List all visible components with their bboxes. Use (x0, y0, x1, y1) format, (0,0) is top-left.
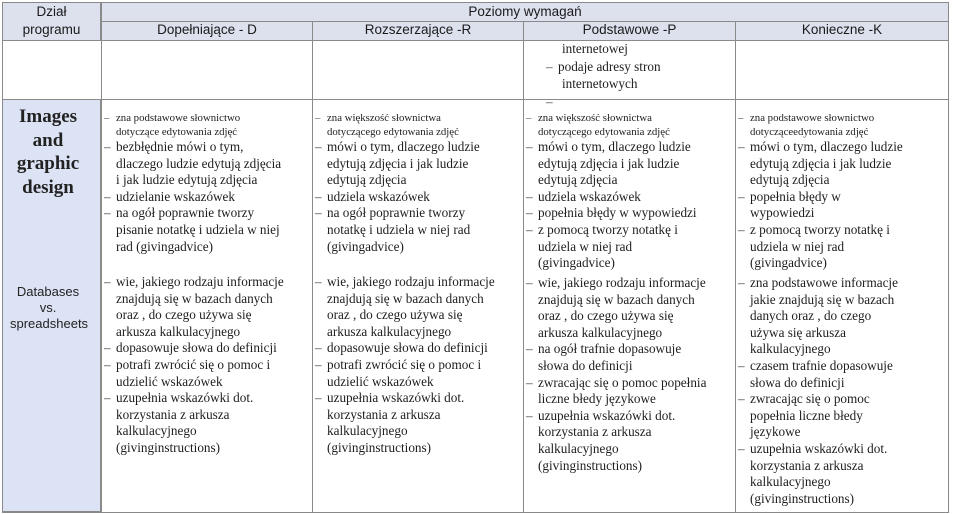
cell-line-text: dotyczącego edytowania zdjęć (538, 125, 670, 138)
cell-line (104, 390, 284, 407)
dash-icon: – (526, 139, 533, 154)
cell-line (526, 408, 706, 425)
cell-line (738, 112, 903, 126)
cell-line (526, 126, 697, 140)
overflow-text (546, 40, 661, 110)
cell-line (526, 112, 697, 126)
cell-line-text: (givingadvice) (327, 238, 404, 254)
dash-icon: – (315, 340, 322, 356)
cell-line-text: słowa do definicji (750, 374, 845, 390)
cell-line-text: udziela w niej rad (538, 238, 633, 254)
cell-line (526, 222, 697, 239)
cell-line (104, 440, 284, 457)
cell-line (315, 357, 495, 374)
cell-line (104, 189, 281, 206)
cell-line-text: z pomocą tworzy notatkę i (538, 221, 678, 237)
cell-line (315, 374, 495, 391)
col-divider (523, 41, 524, 513)
cell-line (738, 255, 903, 272)
row-divider (2, 512, 949, 513)
cell-line-text: korzystania z arkusza (327, 406, 441, 422)
col-divider (101, 41, 102, 513)
cell-line-text: popełnia liczne błedy (750, 407, 863, 423)
cell-line-text: zna większość słownictwa (538, 112, 652, 124)
section-title-line: Images (18, 106, 78, 127)
cell-line (104, 222, 281, 239)
cell-line (738, 222, 903, 239)
dash-icon: – (104, 188, 111, 204)
cell-line-text: arkusza kalkulacyjnego (538, 324, 663, 340)
cell-line (104, 357, 284, 374)
cell-line-text: liczne błedy językowe (538, 391, 656, 407)
cell-line-text: edytują zdjęcia (327, 172, 407, 188)
cell-line (738, 358, 898, 375)
cell-line-text: (givinginstructions) (116, 439, 221, 455)
dash-icon: – (738, 221, 745, 237)
cell-line (104, 307, 284, 324)
overflow-line: internetowych (562, 76, 638, 91)
cell-line-text: arkusza kalkulacyjnego (327, 323, 452, 339)
cell-line (526, 424, 706, 441)
cell-line (315, 172, 480, 189)
cell-r-databases (315, 274, 495, 457)
cell-line-text: dopasowuje słowa do definicji (327, 340, 488, 356)
cell-line (526, 172, 697, 189)
cell-line-text: mówi o tym, dlaczego ludzie (327, 139, 480, 154)
cell-line (526, 139, 697, 156)
cell-line-text: pisanie notatkę i udziela w niej (116, 221, 280, 237)
cell-line-text: znajdują się w bazach danych (327, 290, 484, 306)
cell-line (104, 324, 284, 341)
cell-line-text: udziela wskazówek (538, 188, 641, 204)
cell-line-text: językowe (750, 424, 801, 440)
cell-line-text: znajdują się w bazach danych (538, 291, 695, 307)
cell-line-text: mówi o tym, dlaczego ludzie (538, 139, 691, 154)
cell-line-text: i jak ludzie edytują zdjęcia (116, 172, 258, 188)
cell-line-text: wie, jakiego rodzaju informacje (116, 274, 284, 289)
cell-line (315, 291, 495, 308)
dash-icon: – (526, 275, 533, 290)
cell-line (738, 341, 898, 358)
cell-line-text: oraz , do czego używa się (327, 307, 463, 323)
cell-line (315, 139, 480, 156)
cell-line-text: edytują zdjęcia i jak ludzie (538, 155, 680, 171)
dash-icon: – (315, 274, 322, 289)
dash-icon: – (738, 275, 745, 290)
cell-line (526, 458, 706, 475)
cell-line-text: udzielanie wskazówek (116, 188, 236, 204)
cell-line-text: potrafi zwrócić się o pomoc i (116, 356, 271, 372)
cell-line (315, 390, 495, 407)
dash-icon: – (104, 139, 111, 154)
cell-line (315, 222, 480, 239)
dash-icon: – (526, 188, 533, 204)
section-title-line: spreadsheets (10, 316, 89, 331)
cell-line-text: korzystania z arkusza (750, 457, 864, 473)
col-divider (312, 41, 313, 513)
cell-line (738, 375, 898, 392)
header-level-p: Podstawowe -P (582, 22, 677, 37)
cell-line (738, 239, 903, 256)
cell-line (315, 205, 480, 222)
row-divider (2, 99, 949, 100)
cell-line-text: zna podstawowe informacje (750, 275, 898, 290)
cell-line (738, 292, 898, 309)
dash-icon: – (526, 112, 532, 124)
dash-icon: – (526, 341, 533, 357)
cell-line (315, 239, 480, 256)
cell-line (738, 172, 903, 189)
cell-line (104, 112, 281, 126)
cell-line (738, 458, 898, 475)
cell-line (104, 407, 284, 424)
cell-line (526, 308, 706, 325)
cell-line-text: na ogół trafnie dopasowuje (538, 341, 682, 357)
header-level-d: Dopełniające - D (157, 22, 257, 37)
cell-line-text: rad (givingadvice) (116, 238, 214, 254)
cell-line (104, 239, 281, 256)
dash-icon: – (738, 391, 745, 407)
cell-line-text: z pomocą tworzy notatkę i (750, 221, 890, 237)
header-col1-line2: programu (22, 22, 81, 37)
col-divider (948, 41, 949, 513)
dash-icon: – (526, 374, 533, 390)
col-divider (735, 41, 736, 513)
dash-icon: – (738, 188, 745, 204)
section-title-line: Databases (16, 284, 80, 299)
cell-line-text: udzielić wskazówek (327, 373, 434, 389)
cell-line-text: jakie znajdują się w bazach (750, 291, 895, 307)
cell-line (738, 474, 898, 491)
cell-line (738, 156, 903, 173)
cell-line (315, 126, 480, 140)
dash-icon: – (546, 58, 553, 74)
cell-line-text: edytują zdjęcia i jak ludzie (327, 155, 469, 171)
cell-line-text: uzupełnia wskazówki dot. (327, 390, 465, 406)
dash-icon: – (104, 112, 110, 124)
header-level-k: Konieczne -K (801, 22, 883, 37)
cell-line (315, 423, 495, 440)
cell-line-text: udziela wskazówek (327, 188, 430, 204)
cell-line-text: znajdują się w bazach danych (116, 290, 273, 306)
cell-line (526, 205, 697, 222)
cell-line-text: (givingadvice) (750, 255, 827, 271)
dash-icon: – (315, 112, 321, 124)
section-title-line: and (32, 129, 64, 151)
cell-line (104, 274, 284, 291)
cell-line-text: używa się arkusza (750, 324, 846, 340)
cell-line-text: korzystania z arkusza (116, 406, 230, 422)
cell-line-text: popełnia błędy w (750, 188, 841, 204)
dash-icon: – (526, 221, 533, 237)
cell-line (526, 156, 697, 173)
cell-line-text: kalkulacyjnego (750, 341, 831, 357)
cell-line-text: uzupełnia wskazówki dot. (538, 407, 676, 423)
cell-line-text: mówi o tym, dlaczego ludzie (750, 139, 903, 154)
cell-line-text: danych oraz , do czego (750, 308, 872, 324)
dash-icon: – (526, 407, 533, 423)
cell-k-images (738, 112, 903, 272)
cell-k-databases (738, 275, 898, 507)
cell-line-text: popełnia błędy w wypowiedzi (538, 205, 697, 221)
cell-line-text: arkusza kalkulacyjnego (116, 323, 241, 339)
dash-icon: – (104, 205, 111, 221)
cell-line-text: zwracając się o pomoc popełnia (538, 374, 707, 390)
cell-line (104, 172, 281, 189)
cell-line (526, 441, 706, 458)
cell-line (315, 156, 480, 173)
cell-p-images (526, 112, 697, 272)
cell-p-databases (526, 275, 706, 474)
cell-line-text: kalkulacyjnego (116, 423, 197, 439)
cell-line (526, 189, 697, 206)
cell-line-text: wie, jakiego rodzaju informacje (327, 274, 495, 289)
dash-icon: – (315, 139, 322, 154)
cell-line (738, 189, 903, 206)
cell-line-text: dlaczego ludzie edytują zdjęcia (116, 155, 282, 171)
cell-line (526, 275, 706, 292)
dash-icon: – (315, 390, 322, 406)
dash-icon: – (315, 356, 322, 372)
cell-line (738, 424, 898, 441)
overflow-dash (546, 93, 661, 111)
header-col1-line1: Dział (36, 4, 67, 19)
dash-icon: – (104, 390, 111, 406)
cell-line-text: uzupełnia wskazówki dot. (116, 390, 254, 406)
cell-r-images (315, 112, 480, 255)
cell-line (738, 325, 898, 342)
overflow-line-text: podaje adresy stron (558, 58, 661, 74)
cell-line-text: (givinginstructions) (750, 490, 855, 506)
cell-line-text: dotyczące edytowania zdjęć (116, 125, 238, 138)
cell-line-text: kalkulacyjnego (538, 440, 619, 456)
cell-line (315, 274, 495, 291)
cell-d-databases (104, 274, 284, 457)
cell-line-text: edytują zdjęcia (538, 172, 618, 188)
cell-line (738, 491, 898, 508)
cell-line-text: oraz , do czego używa się (116, 307, 252, 323)
section-title-images (14, 105, 82, 199)
cell-line (738, 205, 903, 222)
cell-line (526, 325, 706, 342)
cell-line (738, 308, 898, 325)
header-level-r: Rozszerzające -R (364, 22, 472, 37)
cell-line-text: edytują zdjęcia i jak ludzie (750, 155, 892, 171)
cell-line (104, 423, 284, 440)
cell-line-text: zna większość słownictwa (327, 112, 441, 124)
section-title-databases (10, 284, 89, 332)
cell-line-text: na ogół poprawnie tworzy (116, 205, 255, 221)
cell-line-text: (givingadvice) (538, 255, 615, 271)
dash-icon: – (315, 205, 322, 221)
cell-line (738, 441, 898, 458)
cell-line (526, 292, 706, 309)
cell-line (104, 126, 281, 140)
cell-line-text: notatkę i udziela w niej rad (327, 221, 471, 237)
cell-line (526, 358, 706, 375)
col-divider (2, 41, 3, 513)
cell-line (315, 112, 480, 126)
header-levels-title: Poziomy wymagań (468, 4, 582, 19)
cell-line-text: dotycząceedytowania zdjęć (750, 125, 869, 138)
cell-line-text: kalkulacyjnego (327, 423, 408, 439)
cell-line (104, 156, 281, 173)
cell-line (315, 340, 495, 357)
dash-icon: – (104, 356, 111, 372)
cell-line-text: (givinginstructions) (538, 457, 643, 473)
cell-line (104, 291, 284, 308)
cell-line-text: wie, jakiego rodzaju informacje (538, 275, 706, 290)
cell-line (104, 340, 284, 357)
dash-icon: – (104, 340, 111, 356)
cell-line (526, 341, 706, 358)
cell-line-text: potrafi zwrócić się o pomoc i (327, 356, 482, 372)
cell-line (738, 275, 898, 292)
cell-line-text: (givinginstructions) (327, 439, 432, 455)
cell-line-text: zwracając się o pomoc (750, 391, 870, 407)
cell-line (315, 440, 495, 457)
section-title-line: design (22, 176, 74, 198)
cell-d-images (104, 112, 281, 255)
overflow-line: internetowej (562, 41, 628, 56)
cell-line-text: edytują zdjęcia (750, 172, 830, 188)
dash-icon: – (104, 274, 111, 289)
cell-line-text: dopasowuje słowa do definicji (116, 340, 277, 356)
cell-line-text: udzielić wskazówek (116, 373, 223, 389)
cell-line (104, 139, 281, 156)
cell-line (315, 307, 495, 324)
cell-line-text: słowa do definicji (538, 357, 633, 373)
dash-icon: – (738, 139, 745, 154)
cell-line-text: udziela w niej rad (750, 238, 845, 254)
cell-line (526, 375, 706, 392)
cell-line-text: uzupełnia wskazówki dot. (750, 440, 888, 456)
overflow-line (546, 58, 661, 76)
cell-line (526, 239, 697, 256)
cell-line (738, 391, 898, 408)
dash-icon: – (526, 205, 533, 221)
cell-line-text: korzystania z arkusza (538, 424, 652, 440)
dash-icon: – (738, 440, 745, 456)
dash-icon: – (738, 357, 745, 373)
cell-line (526, 391, 706, 408)
cell-line-text: oraz , do czego używa się (538, 308, 674, 324)
dash-icon: – (738, 112, 744, 124)
cell-line-text: wypowiedzi (750, 205, 815, 221)
cell-line (738, 126, 903, 140)
cell-line (315, 189, 480, 206)
section-title-line: graphic (16, 153, 80, 174)
cell-line (526, 255, 697, 272)
dash-icon: – (315, 188, 322, 204)
cell-line (738, 139, 903, 156)
cell-line (315, 324, 495, 341)
cell-line-text: zna podstawowe słownictwo (116, 112, 241, 124)
cell-line-text: czasem trafnie dopasowuje (750, 357, 893, 373)
cell-line (738, 408, 898, 425)
cell-line-text: na ogół poprawnie tworzy (327, 205, 466, 221)
section-title-line: vs. (39, 300, 57, 315)
cell-line (315, 407, 495, 424)
cell-line-text: dotyczącego edytowania zdjęć (327, 125, 459, 138)
cell-line (104, 374, 284, 391)
cell-line-text: kalkulacyjnego (750, 474, 831, 490)
cell-line (104, 205, 281, 222)
dash-icon: – (546, 93, 553, 109)
cell-line-text: bezbłędnie mówi o tym, (116, 139, 244, 154)
cell-line-text: zna podstawowe słownictwo (750, 112, 875, 124)
